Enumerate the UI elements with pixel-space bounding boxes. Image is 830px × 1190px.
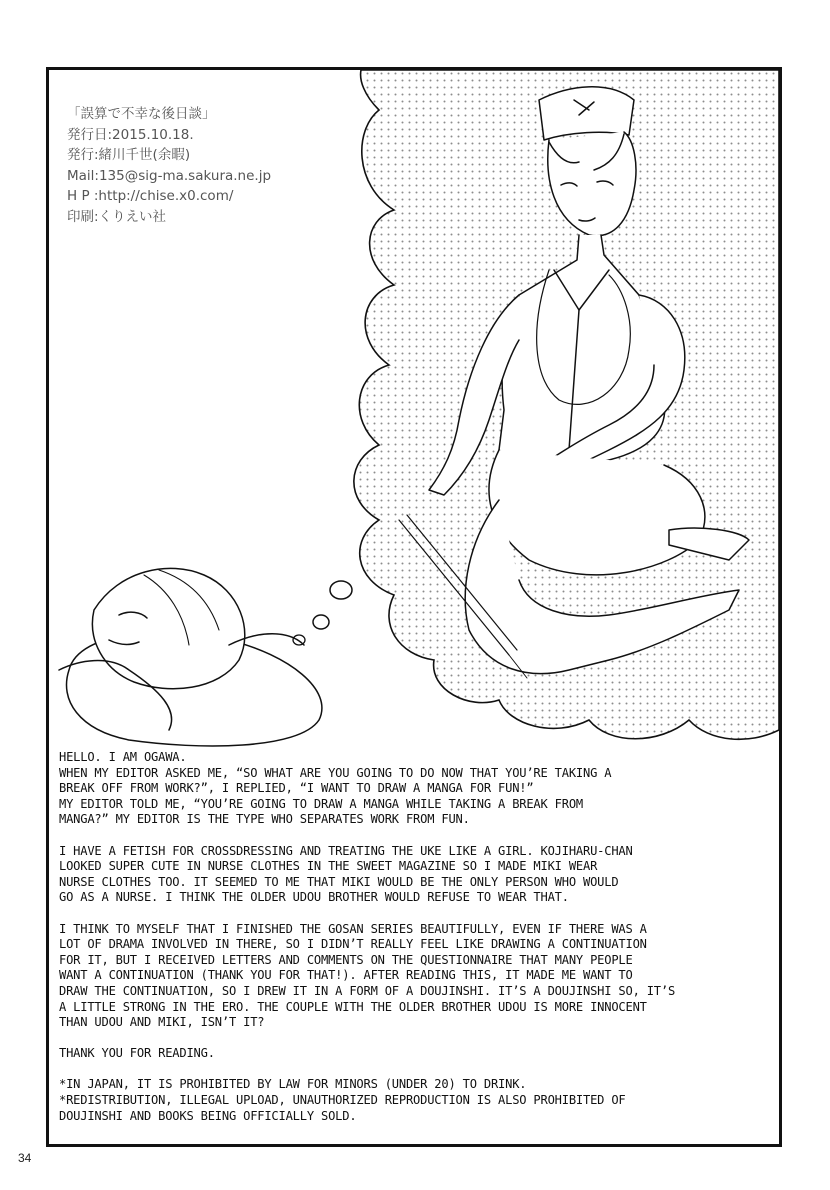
footnote-redistribution: *REDISTRIBUTION, ILLEGAL UPLOAD, UNAUTHORIZED REPRODUCTION IS ALSO PROHIBITED OF xyxy=(59,1093,626,1108)
afterword-paragraph-2 xyxy=(59,844,771,906)
page-number: 34 xyxy=(18,1151,32,1165)
text-line: A LITTLE STRONG IN THE ERO. THE COUPLE WITH THE OLDER BROTHER UDOU IS MORE INNOCENT xyxy=(59,999,647,1014)
colophon-mail: Mail:135@sig-ma.sakura.ne.jp xyxy=(67,167,272,184)
colophon-printer: 印刷:くりえい社 xyxy=(67,208,167,225)
colophon-homepage: H P :http://chise.x0.com/ xyxy=(67,188,234,204)
text-line: FOR IT, BUT I RECEIVED LETTERS AND COMMENTS ON THE QUESTIONNAIRE THAT MANY PEOPLE xyxy=(59,952,633,967)
text-line: BREAK OFF FROM WORK?”, I REPLIED, “I WANT TO DRAW A MANGA FOR FUN!” xyxy=(59,781,534,796)
text-line: DRAW THE CONTINUATION, SO I DREW IT IN A FORM OF A DOUJINSHI. IT’S A DOUJINSHI SO, IT’S xyxy=(59,983,676,998)
footnote-drinking: *IN JAPAN, IT IS PROHIBITED BY LAW FOR MINORS (UNDER 20) TO DRINK. xyxy=(59,1077,527,1092)
afterword-paragraph-1 xyxy=(59,750,771,828)
text-line: THANK YOU FOR READING. xyxy=(59,1046,215,1061)
footnote-redistribution-cont: DOUJINSHI AND BOOKS BEING OFFICIALLY SOLD. xyxy=(59,1108,357,1123)
text-line: LOT OF DRAMA INVOLVED IN THERE, SO I DIDN’T REALLY FEEL LIKE DRAWING A CONTINUATION xyxy=(59,937,647,952)
thought-bubble-small-2 xyxy=(313,615,329,629)
text-line: NURSE CLOTHES TOO. IT SEEMED TO ME THAT MIKI WOULD BE THE ONLY PERSON WHO WOULD xyxy=(59,874,619,889)
afterword xyxy=(59,750,771,1124)
text-line: MANGA?” MY EDITOR IS THE TYPE WHO SEPARATES WORK FROM FUN. xyxy=(59,812,470,827)
text-line: I HAVE A FETISH FOR CROSSDRESSING AND TREATING THE UKE LIKE A GIRL. KOJIHARU-CHAN xyxy=(59,843,633,858)
colophon xyxy=(67,104,271,227)
text-line: LOOKED SUPER CUTE IN NURSE CLOTHES IN THE SWEET MAGAZINE SO I MADE MIKI WEAR xyxy=(59,859,598,874)
afterword-paragraph-4 xyxy=(59,1046,771,1062)
text-line: WANT A CONTINUATION (THANK YOU FOR THAT!). AFTER READING THIS, IT MADE ME WANT TO xyxy=(59,968,633,983)
colophon-title: 「誤算で不幸な後日談」 xyxy=(67,106,216,122)
text-line: MY EDITOR TOLD ME, “YOU’RE GOING TO DRAW A MANGA WHILE TAKING A BREAK FROM xyxy=(59,796,583,811)
colophon-publisher: 発行:緒川千世(余暇) xyxy=(67,147,191,163)
thought-bubble-small-1 xyxy=(330,581,352,599)
text-line: I THINK TO MYSELF THAT I FINISHED THE GOSAN SERIES BEAUTIFULLY, EVEN IF THERE WAS A xyxy=(59,921,647,936)
text-line: THAN UDOU AND MIKI, ISN’T IT? xyxy=(59,1015,265,1030)
page-frame xyxy=(46,67,782,1147)
colophon-date: 発行日:2015.10.18. xyxy=(67,126,194,143)
text-line: GO AS A NURSE. I THINK THE OLDER UDOU BROTHER WOULD REFUSE TO WEAR THAT. xyxy=(59,890,569,905)
text-line: HELLO. I AM OGAWA. xyxy=(59,750,187,764)
afterword-paragraph-3 xyxy=(59,922,771,1031)
sleeping-figure xyxy=(59,568,322,746)
text-line: WHEN MY EDITOR ASKED ME, “SO WHAT ARE YOU GOING TO DO NOW THAT YOU’RE TAKING A xyxy=(59,765,612,780)
footnotes xyxy=(59,1077,771,1124)
